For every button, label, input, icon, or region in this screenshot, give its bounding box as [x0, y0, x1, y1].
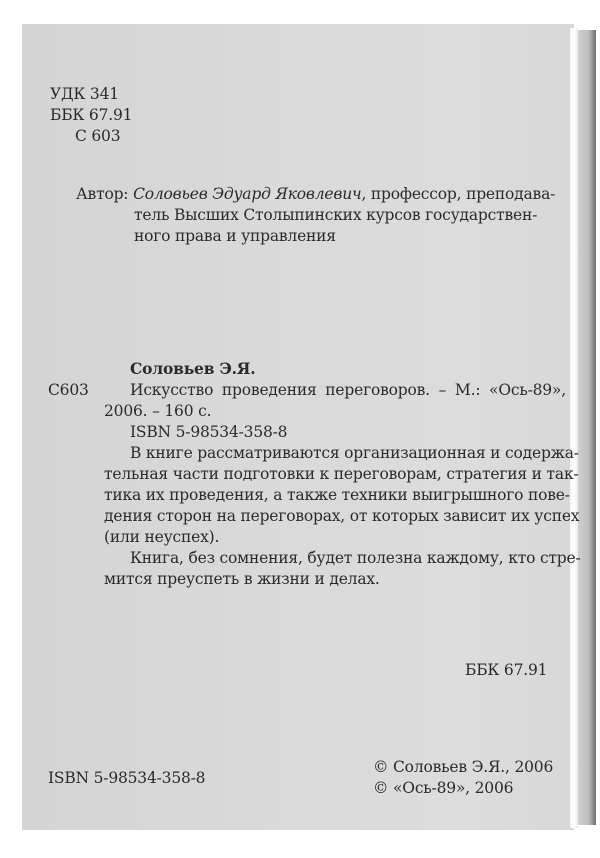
- annotation-line: (или неуспех).: [104, 528, 220, 546]
- author-mark: С 603: [75, 127, 121, 145]
- udk-code: УДК 341: [50, 85, 119, 103]
- author-label: Автор:: [76, 185, 129, 203]
- card-mark: С603: [48, 381, 89, 399]
- footer-isbn: ISBN 5-98534-358-8: [48, 769, 206, 787]
- annotation-line: Книга, без сомнения, будет полезна каждому, кто стре-: [130, 549, 581, 567]
- copyright-publisher: © «Ось-89», 2006: [373, 779, 514, 797]
- page-gutter-shadow: [578, 30, 596, 825]
- annotation-line: тика их проведения, а также техники выигрышного пове-: [104, 486, 570, 504]
- author-name: Соловьев Эдуард Яковлевич: [133, 185, 362, 203]
- annotation-line: мится преуспеть в жизни и делах.: [104, 570, 380, 588]
- annotation-line: дения сторон на переговорах, от которых зависит их успех: [104, 507, 580, 525]
- copyright-author: © Соловьев Э.Я., 2006: [373, 758, 554, 776]
- card-bbk-footer: ББК 67.91: [465, 661, 548, 679]
- annotation-line: В книге рассматриваются организационная и содержа-: [130, 444, 579, 462]
- card-heading: Соловьев Э.Я.: [130, 359, 256, 378]
- card-title-line-1: Искусство проведения переговоров. – М.: «Ось-89»,: [130, 381, 566, 399]
- author-desc-1: , профессор, преподава-: [361, 185, 556, 203]
- card-isbn: ISBN 5-98534-358-8: [130, 423, 288, 441]
- card-title-line-2: 2006. – 160 с.: [104, 402, 212, 420]
- author-desc-2: тель Высших Столыпинских курсов государствен-: [134, 206, 538, 224]
- author-line-1: [76, 184, 555, 205]
- author-desc-3: ного права и управления: [134, 227, 336, 245]
- page-gutter-highlight: [570, 28, 578, 828]
- bbk-code: ББК 67.91: [50, 106, 133, 124]
- annotation-line: тельная части подготовки к переговорам, стратегия и так-: [104, 465, 579, 483]
